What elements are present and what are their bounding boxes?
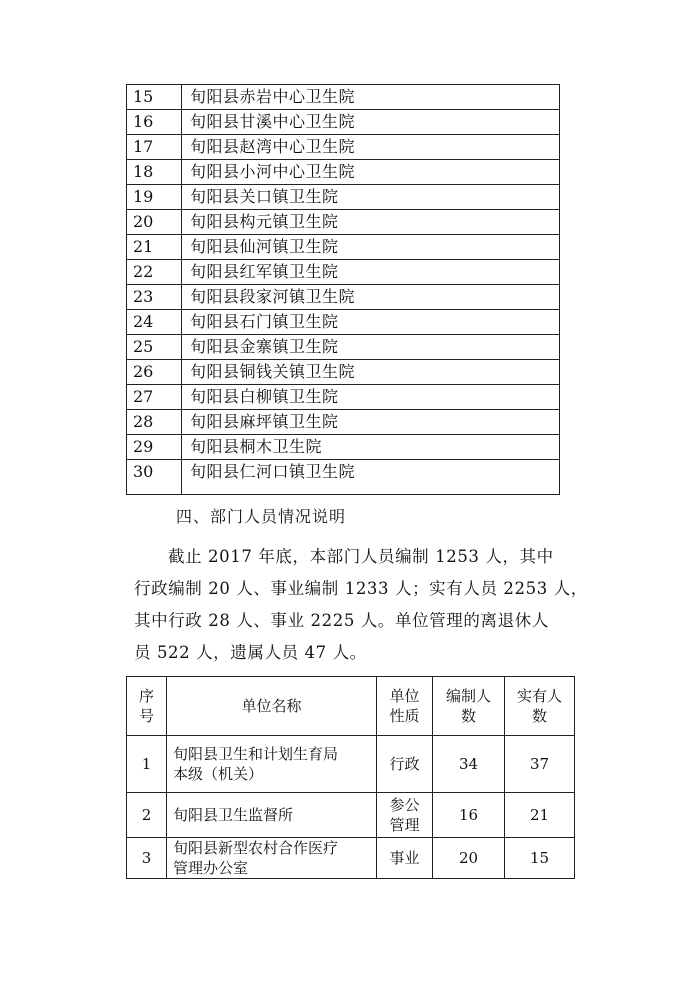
row-number: 21 [127,235,182,260]
staffing-paragraph [134,541,588,669]
cell-authorized: 20 [433,838,505,879]
institution-name: 旬阳县仙河镇卫生院 [182,235,560,260]
staffing-table [126,676,575,879]
row-number: 26 [127,360,182,385]
table-row [127,838,575,879]
institution-name: 旬阳县赤岩中心卫生院 [182,85,560,110]
cell-authorized: 16 [433,793,505,838]
header-unit-name: 单位名称 [167,677,377,736]
institution-name: 旬阳县赵湾中心卫生院 [182,135,560,160]
header-actual: 实有人 数 [505,677,575,736]
table-row [127,160,560,185]
institution-name: 旬阳县金寨镇卫生院 [182,335,560,360]
row-number: 15 [127,85,182,110]
table-row [127,410,560,435]
cell-actual: 15 [505,838,575,879]
row-number: 18 [127,160,182,185]
table-row [127,335,560,360]
institution-list-table [126,84,560,495]
cell-authorized: 34 [433,736,505,793]
institution-name: 旬阳县构元镇卫生院 [182,210,560,235]
table-row [127,110,560,135]
table-row [127,736,575,793]
table-row [127,285,560,310]
cell-seq: 1 [127,736,167,793]
institution-name: 旬阳县铜钱关镇卫生院 [182,360,560,385]
table-row [127,385,560,410]
row-number: 27 [127,385,182,410]
table-header-row [127,677,575,736]
paragraph-line: 员 522 人，遗属人员 47 人。 [134,643,367,662]
table-row [127,260,560,285]
paragraph-line: 截止 2017 年底，本部门人员编制 1253 人，其中 [168,547,554,566]
table-row [127,793,575,838]
cell-seq: 2 [127,793,167,838]
cell-unit-type: 参公 管理 [377,793,433,838]
row-number: 22 [127,260,182,285]
paragraph-line: 行政编制 20 人、事业编制 1233 人；实有人员 2253 人， [134,579,588,598]
row-number: 20 [127,210,182,235]
institution-name: 旬阳县小河中心卫生院 [182,160,560,185]
table-row [127,210,560,235]
section-heading: 四、部门人员情况说明 [176,507,347,526]
table-row [127,435,560,460]
cell-seq: 3 [127,838,167,879]
row-number: 17 [127,135,182,160]
table-row [127,460,560,495]
cell-unit-type: 行政 [377,736,433,793]
header-seq: 序 号 [127,677,167,736]
institution-name: 旬阳县甘溪中心卫生院 [182,110,560,135]
institution-name: 旬阳县仁河口镇卫生院 [182,460,560,495]
cell-actual: 21 [505,793,575,838]
table-row [127,85,560,110]
row-number: 28 [127,410,182,435]
institution-name: 旬阳县桐木卫生院 [182,435,560,460]
table-row [127,135,560,160]
header-unit-type: 单位 性质 [377,677,433,736]
cell-unit-name: 旬阳县新型农村合作医疗 管理办公室 [167,838,377,879]
cell-unit-name: 旬阳县卫生监督所 [167,793,377,838]
row-number: 30 [127,460,182,495]
paragraph-line: 其中行政 28 人、事业 2225 人。单位管理的离退休人 [134,611,549,630]
row-number: 25 [127,335,182,360]
institution-name: 旬阳县白柳镇卫生院 [182,385,560,410]
cell-unit-name: 旬阳县卫生和计划生育局 本级（机关） [167,736,377,793]
row-number: 23 [127,285,182,310]
row-number: 16 [127,110,182,135]
header-authorized: 编制人 数 [433,677,505,736]
table-row [127,310,560,335]
institution-name: 旬阳县段家河镇卫生院 [182,285,560,310]
row-number: 19 [127,185,182,210]
cell-unit-type: 事业 [377,838,433,879]
institution-name: 旬阳县麻坪镇卫生院 [182,410,560,435]
institution-name: 旬阳县关口镇卫生院 [182,185,560,210]
row-number: 29 [127,435,182,460]
row-number: 24 [127,310,182,335]
institution-name: 旬阳县石门镇卫生院 [182,310,560,335]
cell-actual: 37 [505,736,575,793]
table-row [127,185,560,210]
table-row [127,360,560,385]
table-row [127,235,560,260]
institution-name: 旬阳县红军镇卫生院 [182,260,560,285]
